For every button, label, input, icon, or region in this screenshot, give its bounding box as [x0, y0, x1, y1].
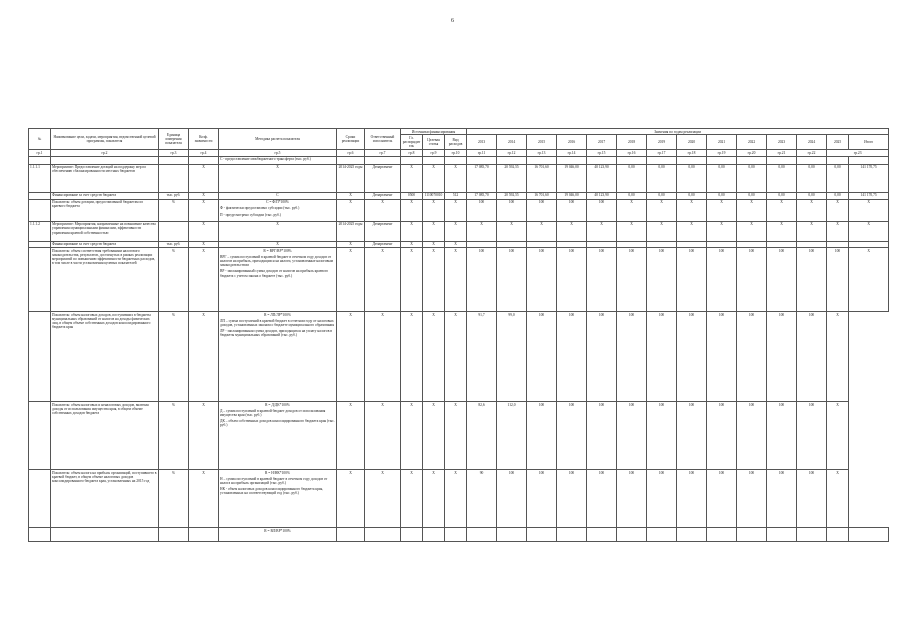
- weight-cell: X: [189, 469, 219, 527]
- source-cell: X: [423, 221, 445, 241]
- num-cell: 1.1.1.2: [29, 221, 51, 241]
- year-value-cell: 100: [587, 311, 617, 401]
- year-value-cell: X: [767, 221, 797, 241]
- unit-cell: [159, 221, 189, 241]
- executor-cell: Департамент: [365, 192, 401, 199]
- source-cell: X: [445, 311, 467, 401]
- year-value-cell: 100: [737, 469, 767, 527]
- method-cell: X: [219, 241, 337, 247]
- year-value-cell: 100: [797, 311, 827, 401]
- year-value-cell: 100: [557, 199, 587, 221]
- method-cell: [219, 401, 337, 469]
- header-year: 2024: [797, 135, 827, 150]
- header-year: 2014: [497, 135, 527, 150]
- year-value-cell: X: [797, 221, 827, 241]
- method-cell: R = ВЛ/ВР*100%: [219, 527, 337, 541]
- weight-cell: X: [189, 164, 219, 192]
- year-value-cell: 100: [827, 247, 849, 311]
- source-cell: X: [401, 401, 423, 469]
- year-value-cell: 0,00: [737, 164, 767, 192]
- column-number-cell: гр.7: [365, 150, 401, 156]
- column-number-cell: гр.1: [29, 150, 51, 156]
- term-cell: 2014-2025 годы: [337, 164, 365, 192]
- column-number-cell: гр.22: [797, 150, 827, 156]
- source-cell: X: [401, 199, 423, 221]
- source-cell: X: [445, 247, 467, 311]
- source-cell: X: [423, 164, 445, 192]
- year-value-cell: 0,00: [827, 192, 849, 199]
- year-value-cell: 19 046,00: [557, 192, 587, 199]
- year-value-cell: X: [647, 221, 677, 241]
- year-value-cell: 100: [677, 311, 707, 401]
- year-value-cell: 100: [557, 247, 587, 311]
- header-year: 2021: [707, 135, 737, 150]
- year-value-cell: 0,00: [767, 164, 797, 192]
- year-value-cell: 0,00: [707, 192, 737, 199]
- method-cell: [219, 311, 337, 401]
- year-value-cell: 100: [557, 401, 587, 469]
- header-year: 2022: [737, 135, 767, 150]
- year-value-cell: X: [827, 311, 849, 401]
- unit-cell: %: [159, 469, 189, 527]
- weight-cell: X: [189, 241, 219, 247]
- table-row: [29, 192, 889, 199]
- year-value-cell: X: [617, 221, 647, 241]
- weight-cell: X: [189, 401, 219, 469]
- year-value-cell: 100: [617, 401, 647, 469]
- year-value-cell: 100: [707, 469, 737, 527]
- year-value-cell: 100: [617, 311, 647, 401]
- year-value-cell: X: [587, 221, 617, 241]
- method-line: R = Д/ДК*100%: [265, 402, 290, 407]
- year-value-cell: 100: [737, 247, 767, 311]
- year-value-cell: 100: [647, 311, 677, 401]
- year-value-cell: 0,00: [647, 192, 677, 199]
- year-value-cell: 0,00: [617, 192, 647, 199]
- year-value-cell: X: [527, 221, 557, 241]
- year-value-cell: 100: [767, 469, 797, 527]
- header-weight: Коэф. значимости: [189, 129, 219, 150]
- num-cell: [29, 311, 51, 401]
- term-cell: X: [337, 241, 365, 247]
- year-value-cell: 90: [467, 469, 497, 527]
- column-number-cell: гр.23: [827, 150, 889, 156]
- unit-cell: %: [159, 199, 189, 221]
- table-row: [29, 401, 889, 469]
- column-number-cell: гр.21: [767, 150, 797, 156]
- year-value-cell: X: [467, 221, 497, 241]
- executor-cell: X: [365, 199, 401, 221]
- year-value-cell: 100: [767, 401, 797, 469]
- year-value-cell: 100: [527, 311, 557, 401]
- year-value-cell: 100: [587, 199, 617, 221]
- source-cell: X: [423, 469, 445, 527]
- executor-cell: Департамент: [365, 221, 401, 241]
- year-value-cell: 91,7: [467, 311, 497, 401]
- year-value-cell: 40 123,90: [587, 192, 617, 199]
- method-line: С = Ф/П*100%: [266, 200, 289, 205]
- year-value-cell: 100: [647, 401, 677, 469]
- table-row: [29, 164, 889, 192]
- num-cell: [29, 192, 51, 199]
- year-value-cell: X: [557, 221, 587, 241]
- source-cell: X: [423, 311, 445, 401]
- year-value-cell: 0,00: [767, 192, 797, 199]
- table-row: [29, 311, 889, 401]
- year-value-cell: X: [827, 199, 849, 221]
- year-value-cell: 100: [587, 247, 617, 311]
- year-value-cell: 82,6: [467, 401, 497, 469]
- name-cell: Показатель: объем соответствия требованиям налогового законодательства, результатов, достигнутых в рамках реализации мероприятий по повышению эффективности бюджетных расходов, в том числе в части установления целевых показателей: [51, 247, 159, 311]
- column-number-cell: гр.12: [497, 150, 527, 156]
- column-number-cell: гр.6: [337, 150, 365, 156]
- term-cell: X: [337, 199, 365, 221]
- method-line: ВРГ – сумма поступлений в краевой бюджет в отчетном году доходов от налогов на прибыль, приходящихся на налоги, установленные налоговым законодательством: [220, 254, 334, 268]
- name-cell: Показатель: объем налоговых доходов, поступивших в бюджеты муниципальных образований от налогов на доходы физических лиц, в общем объеме собственных доходов консолидированного бюджета края: [51, 311, 159, 401]
- method-cell: [219, 247, 337, 311]
- year-value-cell: X: [827, 221, 849, 241]
- header-year: 2019: [647, 135, 677, 150]
- column-number-cell: гр.16: [617, 150, 647, 156]
- year-value-cell: 100: [677, 247, 707, 311]
- year-value-cell: 100: [617, 247, 647, 311]
- name-cell: Показатель: объем налоговых и неналоговых доходов, включая доходы от использования имущества края, в общем объеме собственных доходов бюджета: [51, 401, 159, 469]
- num-cell: 1.1.1.1: [29, 164, 51, 192]
- header-year: 2013: [467, 135, 497, 150]
- term-cell: 2014-2025 годы: [337, 221, 365, 241]
- year-value-cell: 112,0: [497, 401, 527, 469]
- source-cell: X: [423, 241, 445, 247]
- year-value-cell: 0,00: [677, 164, 707, 192]
- method-line: R = ВРГ/ВР*100%: [263, 248, 292, 253]
- year-value-cell: 100: [707, 401, 737, 469]
- executor-cell: X: [365, 311, 401, 401]
- method-line: П - предусмотрено субсидии (тыс. руб.): [220, 212, 281, 217]
- header-sources: Источники финансирования: [401, 129, 467, 135]
- method-line: R = ЛП/ЛР*100%: [264, 312, 291, 317]
- column-number-cell: гр.19: [707, 150, 737, 156]
- header-src-sub: Гл. распорядитель: [401, 135, 423, 150]
- column-number-cell: гр.9: [423, 150, 445, 156]
- header-years-group: Значения по годам реализации: [467, 129, 889, 135]
- year-value-cell: 100: [647, 247, 677, 311]
- source-cell: 0500: [401, 192, 423, 199]
- header-name: Наименование цели, задачи, мероприятия, ведомственной целевой программы, показателя: [51, 129, 159, 150]
- year-value-cell: 100: [737, 311, 767, 401]
- unit-cell: тыс. руб.: [159, 192, 189, 199]
- source-cell: X: [445, 401, 467, 469]
- total-cell: X: [849, 247, 889, 311]
- year-value-cell: X: [827, 401, 849, 469]
- year-value-cell: X: [677, 221, 707, 241]
- num-cell: [29, 401, 51, 469]
- executor-cell: X: [365, 247, 401, 311]
- executor-cell: X: [365, 401, 401, 469]
- total-cell: 141 170,75: [849, 192, 889, 199]
- year-value-cell: 100: [497, 199, 527, 221]
- header-year: 2023: [767, 135, 797, 150]
- year-value-cell: 0,00: [707, 164, 737, 192]
- column-number-cell: гр.17: [647, 150, 677, 156]
- program-table: [28, 128, 889, 542]
- name-cell: Показатель: объем дотации, предоставленной бюджетам из краевого бюджета: [51, 199, 159, 221]
- column-number-cell: гр.8: [401, 150, 423, 156]
- year-value-cell: 0,00: [647, 164, 677, 192]
- total-cell: X: [849, 199, 889, 221]
- page-number: 6: [451, 18, 454, 24]
- method-cell: X: [219, 221, 337, 241]
- column-number-cell: гр.2: [51, 150, 159, 156]
- column-number-cell: гр.3: [159, 150, 189, 156]
- executor-cell: Департамент: [365, 241, 401, 247]
- year-value-cell: 20 592,55: [497, 192, 527, 199]
- column-number-cell: гр.18: [677, 150, 707, 156]
- year-value-cell: X: [677, 199, 707, 221]
- year-value-cell: X: [617, 199, 647, 221]
- year-value-cell: 100: [737, 401, 767, 469]
- weight-cell: X: [189, 247, 219, 311]
- year-value-cell: 0,00: [617, 164, 647, 192]
- weight-cell: X: [189, 311, 219, 401]
- weight-cell: X: [189, 199, 219, 221]
- year-value-cell: X: [737, 199, 767, 221]
- year-value-cell: 17 085,70: [467, 164, 497, 192]
- table-row: [29, 469, 889, 527]
- header-total: Итого: [849, 135, 889, 150]
- year-value-cell: X: [797, 199, 827, 221]
- method-line: Д – сумма поступлений в краевой бюджет доходов от использования имущества края (тыс. руб.): [220, 408, 326, 417]
- header-unit: Единица измерения показателя: [159, 129, 189, 150]
- header-year: 2017: [587, 135, 617, 150]
- source-cell: X: [445, 221, 467, 241]
- source-cell: X: [401, 241, 423, 247]
- method-line: ВР - запланированный сумма доходов от налогов на прибыль краевого бюджета с учетом закона о бюджете (тыс. руб.): [220, 269, 329, 278]
- method-line: Ф - фактически предоставлено субсидии (тыс. руб.): [220, 206, 300, 211]
- source-cell: X: [423, 199, 445, 221]
- num-cell: [29, 199, 51, 221]
- header-executor: Ответственный исполнитель: [365, 129, 401, 150]
- table-row: [29, 527, 889, 541]
- year-value-cell: 16 701,60: [527, 164, 557, 192]
- unit-cell: %: [159, 311, 189, 401]
- header-year: 2015: [527, 135, 557, 150]
- unit-cell: %: [159, 401, 189, 469]
- year-value-cell: 100: [767, 311, 797, 401]
- year-value-cell: 16 701,60: [527, 192, 557, 199]
- header-year: 2018: [617, 135, 647, 150]
- year-value-cell: 100: [557, 469, 587, 527]
- year-value-cell: 100: [797, 469, 827, 527]
- method-line: ЛП – сумма поступлений в краевой бюджет в отчетном году от налоговых доходов, установленных законом о бюджете муниципального образования: [220, 318, 334, 327]
- header-year: 2025: [827, 135, 849, 150]
- source-cell: X: [445, 241, 467, 247]
- year-value-cell: X: [647, 199, 677, 221]
- method-line: Н – сумма поступлений в краевой бюджет в отчетном году доходов от налога на прибыль организаций (тыс. руб.): [220, 476, 328, 485]
- year-value-cell: 100: [797, 401, 827, 469]
- source-cell: X: [401, 164, 423, 192]
- source-cell: X: [401, 469, 423, 527]
- table-row: [29, 156, 889, 164]
- year-value-cell: 100: [497, 247, 527, 311]
- column-number-cell: гр.13: [527, 150, 557, 156]
- header-year: 2016: [557, 135, 587, 150]
- year-value-cell: 100: [557, 311, 587, 401]
- term-cell: X: [337, 247, 365, 311]
- total-cell: 141 170,75: [849, 164, 889, 192]
- year-value-cell: X: [707, 221, 737, 241]
- year-value-cell: 100: [767, 247, 797, 311]
- method-cell: С: [219, 192, 337, 199]
- source-cell: X: [445, 469, 467, 527]
- term-cell: X: [337, 401, 365, 469]
- source-cell: X: [445, 164, 467, 192]
- year-value-cell: 100: [707, 311, 737, 401]
- year-value-cell: 0,00: [677, 192, 707, 199]
- term-cell: X: [337, 469, 365, 527]
- year-value-cell: 20 592,55: [497, 164, 527, 192]
- year-value-cell: 100: [587, 401, 617, 469]
- term-cell: X: [337, 311, 365, 401]
- column-number-cell: гр.15: [587, 150, 617, 156]
- source-cell: X: [445, 199, 467, 221]
- year-value-cell: 100: [497, 469, 527, 527]
- year-value-cell: 100: [587, 469, 617, 527]
- header-term: Сроки реализации: [337, 129, 365, 150]
- weight-cell: X: [189, 192, 219, 199]
- unit-cell: %: [159, 247, 189, 311]
- method-line: ЛР - запланированная сумма доходов, приходящихся на уплату налогов в бюджеты муниципальных образований (тыс. руб.): [220, 329, 332, 338]
- source-cell: X: [401, 311, 423, 401]
- year-value-cell: 0,00: [797, 164, 827, 192]
- year-value-cell: 100: [707, 247, 737, 311]
- header-src-sub: Целевая статья: [423, 135, 445, 150]
- source-cell: 512: [445, 192, 467, 199]
- method-line: ДК – объем собственных доходов консолидированного бюджета края (тыс. руб.): [220, 419, 335, 428]
- source-cell: X: [423, 247, 445, 311]
- year-value-cell: X: [827, 469, 849, 527]
- method-line: R = Н/НК*100%: [265, 470, 290, 475]
- unit-cell: тыс. руб.: [159, 241, 189, 247]
- year-value-cell: X: [767, 199, 797, 221]
- table-row: [29, 247, 889, 311]
- year-value-cell: 100: [467, 199, 497, 221]
- num-cell: [29, 469, 51, 527]
- source-cell: 1110070010: [423, 192, 445, 199]
- header-method: Методика расчета показателя: [219, 129, 337, 150]
- year-value-cell: 100: [467, 247, 497, 311]
- name-cell: Мероприятие: Предоставление дотаций на поддержку мер по обеспечению сбалансированности местных бюджетов: [51, 164, 159, 192]
- executor-cell: Департамент: [365, 164, 401, 192]
- method-line: НК - объем налоговых доходов консолидированного бюджета края, установленных на соответствующий год (тыс. руб.): [220, 487, 324, 496]
- num-cell: [29, 247, 51, 311]
- year-value-cell: 0,00: [737, 192, 767, 199]
- table-row: [29, 199, 889, 221]
- year-value-cell: X: [707, 199, 737, 221]
- method-cell: [219, 469, 337, 527]
- column-number-cell: гр.14: [557, 150, 587, 156]
- name-cell: Финансирование за счет средств бюджета: [51, 241, 159, 247]
- year-value-cell: 100: [527, 401, 557, 469]
- table-row: [29, 221, 889, 241]
- weight-cell: X: [189, 221, 219, 241]
- year-value-cell: 17 085,70: [467, 192, 497, 199]
- year-value-cell: 100: [677, 469, 707, 527]
- column-number-cell: гр.20: [737, 150, 767, 156]
- method-cell: С - предоставление межбюджетного трансферта (тыс. руб.): [219, 156, 337, 164]
- year-value-cell: 99,0: [497, 311, 527, 401]
- year-value-cell: 100: [617, 469, 647, 527]
- name-cell: Финансирование за счет средств бюджета: [51, 192, 159, 199]
- year-value-cell: 40 123,90: [587, 164, 617, 192]
- year-value-cell: 100: [527, 247, 557, 311]
- source-cell: X: [401, 221, 423, 241]
- source-cell: X: [423, 401, 445, 469]
- executor-cell: X: [365, 469, 401, 527]
- column-number-cell: гр.5: [219, 150, 337, 156]
- source-cell: X: [401, 247, 423, 311]
- name-cell: Мероприятие: Мероприятия, направленные на повышение качества управления муниципальными финансами, эффективности управления краевой собственностью: [51, 221, 159, 241]
- year-value-cell: 0,00: [797, 192, 827, 199]
- year-value-cell: 0,00: [827, 164, 849, 192]
- year-value-cell: 100: [647, 469, 677, 527]
- column-number-cell: гр.10: [445, 150, 467, 156]
- name-cell: Показатель: объем налога на прибыль организаций, поступившего в краевой бюджет, в общем объеме налоговых доходов консолидированного бюджета края, установленных на 2015 год: [51, 469, 159, 527]
- year-value-cell: 100: [527, 469, 557, 527]
- year-value-cell: 100: [527, 199, 557, 221]
- year-value-cell: 100: [677, 401, 707, 469]
- header-num: №: [29, 129, 51, 150]
- year-value-cell: 19 046,00: [557, 164, 587, 192]
- total-cell: X: [849, 221, 889, 241]
- year-value-cell: 100: [797, 247, 827, 311]
- method-cell: X: [219, 164, 337, 192]
- method-cell: [219, 199, 337, 221]
- header-src-sub: Вид расходов: [445, 135, 467, 150]
- unit-cell: [159, 164, 189, 192]
- column-number-cell: гр.11: [467, 150, 497, 156]
- term-cell: X: [337, 192, 365, 199]
- year-value-cell: X: [737, 221, 767, 241]
- year-value-cell: X: [497, 221, 527, 241]
- column-number-cell: гр.4: [189, 150, 219, 156]
- header-year: 2020: [677, 135, 707, 150]
